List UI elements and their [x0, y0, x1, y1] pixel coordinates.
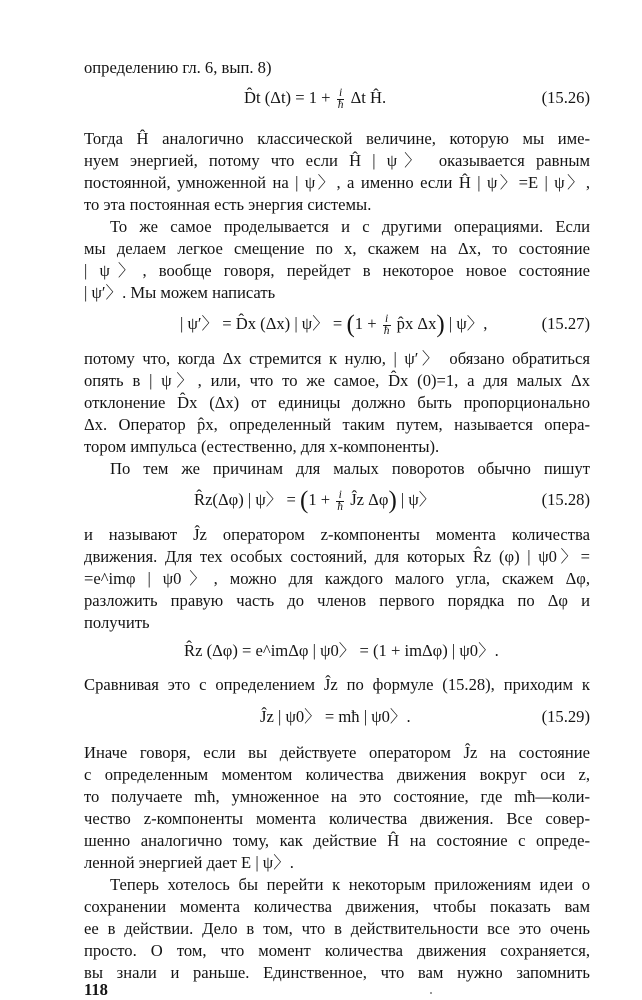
text-line: | ψ〉, вообще говоря, перейдет в некоторое новое состояние — [84, 261, 590, 280]
text-line: разложить правую часть до членов первого порядка по Δφ и — [84, 591, 590, 610]
text-line: чество z-компоненты момента количества движения. Все совер- — [84, 809, 590, 828]
text-line: нуем энергией, потому что если Ĥ | ψ〉 оказывается равным — [84, 151, 590, 170]
text-line: опять в | ψ〉, или, что то же самое, D̂x (0)=1, а для малых Δx — [84, 371, 590, 390]
paren-close: ) — [436, 311, 445, 338]
eq-rhs: Δt Ĥ. — [350, 88, 387, 107]
text-line: с определенным моментом количества движения вокруг оси z, — [84, 765, 590, 784]
text-line: получить — [84, 613, 150, 632]
equation-15-27 — [84, 311, 590, 337]
text-line: | ψ′〉. Мы можем написать — [84, 283, 276, 302]
equation-number: (15.27) — [541, 314, 590, 333]
text-line: тором импульса (естественно, для x-компоненты). — [84, 437, 440, 456]
text-line: ленной энергией дает E | ψ〉. — [84, 853, 294, 872]
speck — [430, 992, 432, 994]
fraction: $\frac{i}{ħ}$ — [337, 488, 344, 513]
text-line: Δx. Оператор p̂x, определенный таким путем, называется опера- — [84, 415, 590, 434]
equation-unnumbered — [84, 638, 590, 664]
text-line: Сравнивая это с определением Ĵz по формуле (15.28), приходим к — [84, 675, 590, 694]
eq-tail: | ψ〉, — [448, 314, 488, 333]
fraction: $\frac{i}{ħ}$ — [383, 312, 390, 337]
eq-term: Ĵz Δφ — [350, 490, 389, 509]
eq-tail: | ψ〉 — [400, 490, 436, 509]
eq-lhs: R̂z(Δφ) | ψ〉 = — [194, 490, 296, 509]
eq-expression: R̂z (Δφ) = e^imΔφ | ψ0〉 = (1 + imΔφ) | ψ0〉. — [184, 641, 499, 660]
text-line: потому что, когда Δx стремится к нулю, | ψ′〉 обязано обратиться — [84, 349, 590, 368]
equation-15-29 — [84, 704, 590, 730]
equation-number: (15.26) — [541, 88, 590, 107]
eq-term: 1 + — [308, 490, 331, 509]
paren-close: ) — [388, 487, 397, 514]
text-line: сохранении момента количества движения, чтобы показать вам — [84, 897, 590, 916]
text-line: постоянной, умноженной на | ψ〉, а именно если Ĥ | ψ〉=E | ψ〉, — [84, 173, 590, 192]
text-line: Тогда Ĥ аналогично классической величине, которую мы име- — [84, 129, 590, 148]
text-line: ее в действии. Дело в том, что в действительности все это очень — [84, 919, 590, 938]
text-line: просто. О том, что момент количества движения сохраняется, — [84, 941, 590, 960]
text-line: то эта постоянная есть энергия системы. — [84, 195, 372, 214]
text-line: то получаете mħ, умноженное на это состояние, где mħ—коли- — [84, 787, 590, 806]
text-line: отклонение D̂x (Δx) от единицы должно быть пропорционально — [84, 393, 590, 412]
text-line: =e^imφ | ψ0〉, можно для каждого малого угла, скажем Δφ, — [84, 569, 590, 588]
page-number: 118 — [84, 980, 108, 999]
text-line: Теперь хотелось бы перейти к некоторым приложениям идеи о — [110, 875, 590, 894]
eq-expression: Ĵz | ψ0〉 = mħ | ψ0〉. — [260, 707, 411, 726]
eq-term: p̂x Δx — [396, 314, 437, 333]
text-line: По тем же причинам для малых поворотов обычно пишут — [110, 459, 590, 478]
eq-lhs: D̂t (Δt) = 1 + — [244, 88, 331, 107]
eq-term: 1 + — [354, 314, 377, 333]
equation-number: (15.28) — [541, 490, 590, 509]
fraction: $\frac{i}{ħ}$ — [337, 86, 344, 111]
text-line: и называют Ĵz оператором z-компоненты момента количества — [84, 525, 590, 544]
text-line: вы знали и раньше. Единственное, что вам нужно запомнить — [84, 963, 590, 982]
eq-lhs: | ψ′〉 = D̂x (Δx) | ψ〉 = — [180, 314, 343, 333]
equation-15-28 — [84, 487, 590, 513]
text-line: Иначе говоря, если вы действуете оператором Ĵz на состояние — [84, 743, 590, 762]
equation-number: (15.29) — [541, 707, 590, 726]
text-line: мы делаем легкое смещение по x, скажем на Δx, то состояние — [84, 239, 590, 258]
paren-open: ( — [346, 311, 355, 338]
equation-15-26 — [84, 85, 590, 111]
text-line: То же самое проделывается и с другими операциями. Если — [110, 217, 590, 236]
text-line: определению гл. 6, вып. 8) — [84, 58, 272, 77]
text-line: шенно аналогично тому, как действие Ĥ на состояние с опреде- — [84, 831, 590, 850]
text-line: движения. Для тех особых состояний, для которых R̂z (φ) | ψ0〉= — [84, 547, 590, 566]
paren-open: ( — [300, 487, 309, 514]
